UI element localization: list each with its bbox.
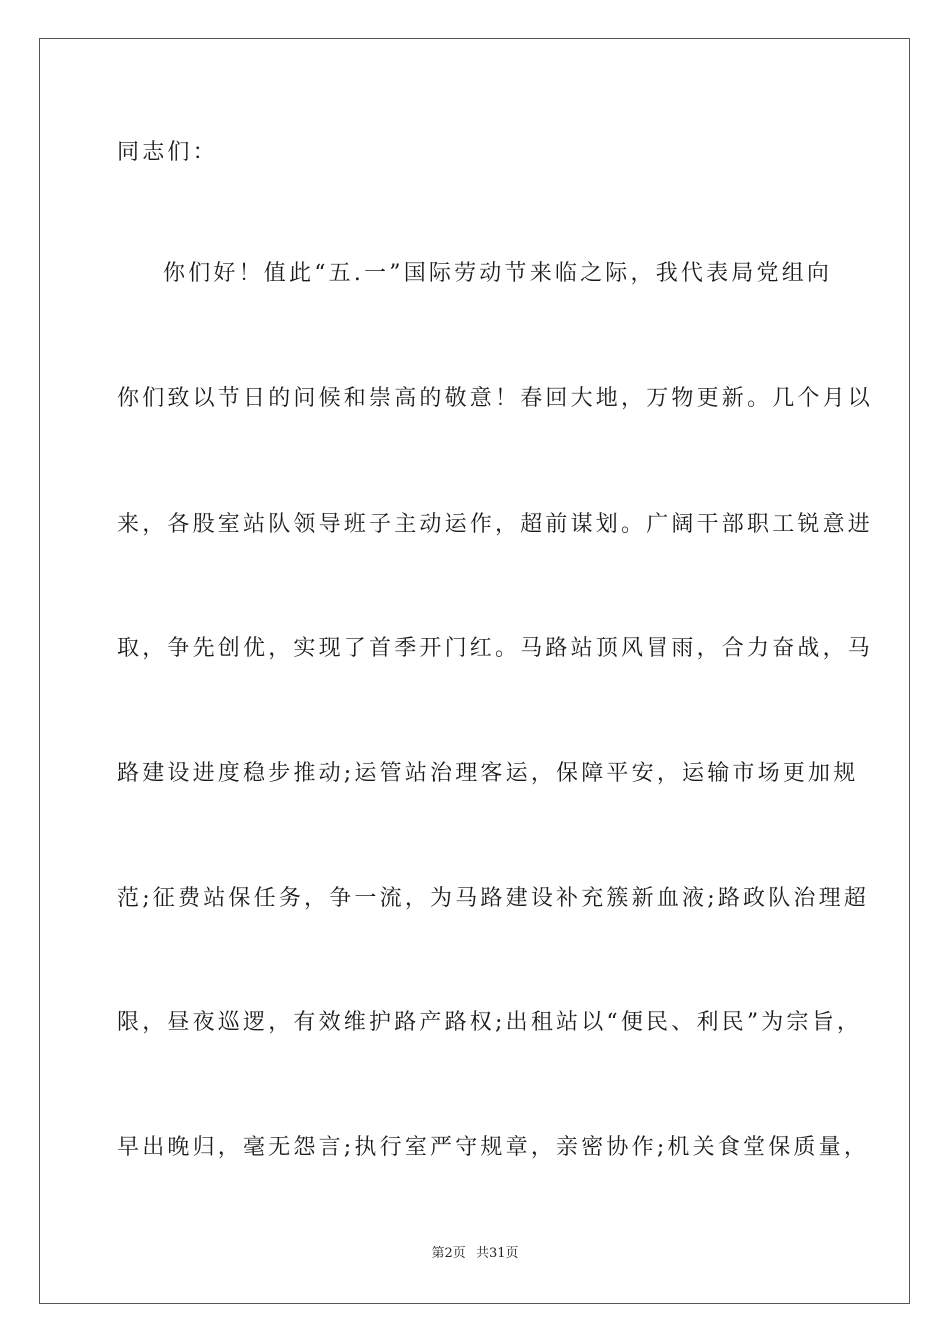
salutation: 同志们： (117, 140, 218, 165)
page-footer (0, 1242, 950, 1261)
page-number: 第2页 (431, 1246, 466, 1261)
paragraph-line-1: 你们好！值此“五.一”国际劳动节来临之际，我代表局党组向 (163, 261, 833, 286)
paragraph-line-7: 限，昼夜巡逻，有效维护路产路权;出租站以“便民、利民”为宗旨， (117, 1010, 863, 1035)
paragraph-line-3: 来，各股室站队领导班子主动运作，超前谋划。广阔干部职工锐意进 (117, 512, 874, 537)
page-frame (39, 38, 910, 1304)
paragraph-line-8: 早出晚归，毫无怨言;执行室严守规章，亲密协作;机关食堂保质量， (117, 1135, 870, 1160)
paragraph-line-5: 路建设进度稳步推动;运管站治理客运，保障平安，运输市场更加规 (117, 761, 859, 786)
paragraph-line-2: 你们致以节日的问候和崇高的敬意！春回大地，万物更新。几个月以 (117, 386, 874, 411)
paragraph-line-6: 范;征费站保任务，争一流，为马路建设补充簇新血液;路政队治理超 (117, 886, 870, 911)
page-total: 共31页 (475, 1246, 519, 1261)
paragraph-line-4: 取，争先创优，实现了首季开门红。马路站顶风冒雨，合力奋战，马 (117, 636, 874, 661)
